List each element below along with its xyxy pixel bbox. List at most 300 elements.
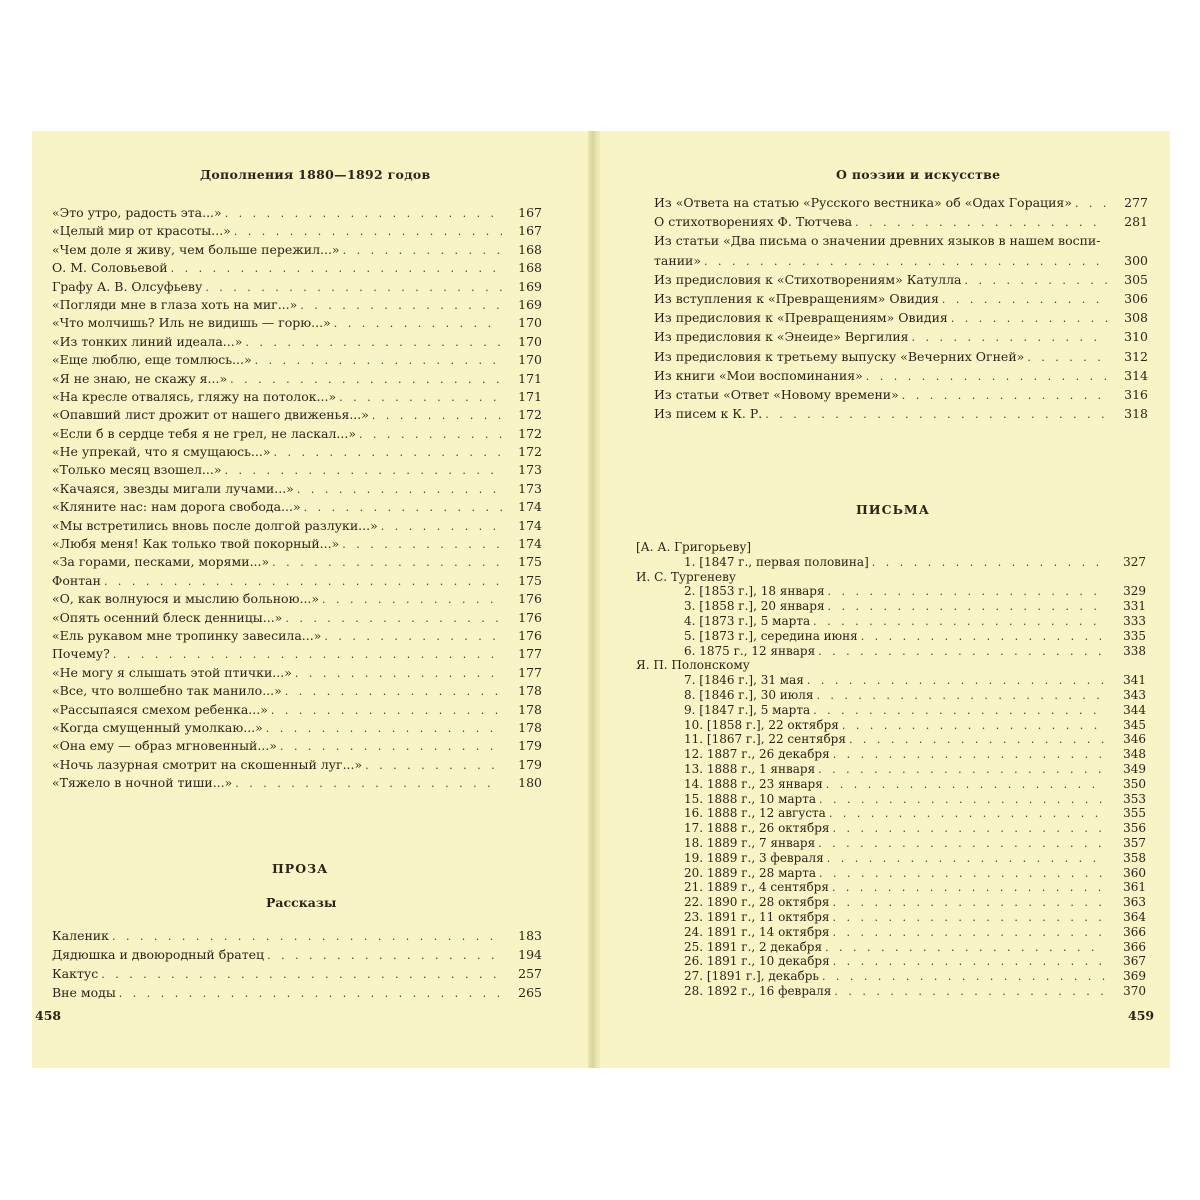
dot-leader bbox=[334, 317, 502, 330]
running-head-left: Дополнения 1880—1892 годов bbox=[200, 167, 431, 182]
entry-title: 18. 1889 г., 7 января bbox=[684, 835, 816, 850]
page-ref: 172 bbox=[518, 407, 542, 423]
entry-title: «Ель рукавом мне тропинку завесила...» bbox=[52, 627, 322, 643]
dot-leader bbox=[861, 630, 1106, 643]
page-ref: 358 bbox=[1123, 850, 1146, 865]
dot-leader bbox=[225, 464, 503, 477]
toc-entry bbox=[52, 352, 542, 370]
toc-entry bbox=[654, 195, 1148, 214]
page-ref: 176 bbox=[518, 627, 542, 643]
page-number-left: 458 bbox=[35, 1008, 62, 1023]
entry-title: Из вступления к «Превращениям» Овидия bbox=[654, 290, 939, 306]
stories-subtitle: Рассказы bbox=[266, 895, 337, 910]
page-ref: 176 bbox=[518, 609, 542, 625]
dot-leader bbox=[1075, 197, 1108, 210]
letter-entry bbox=[636, 599, 1146, 614]
entry-title: Из предисловия к «Стихотворениям» Катулла bbox=[654, 271, 962, 287]
dot-leader bbox=[765, 408, 1108, 421]
dot-leader bbox=[832, 911, 1106, 924]
page-ref: 169 bbox=[518, 278, 542, 294]
entry-title: 10. [1858 г.], 22 октября bbox=[684, 717, 839, 732]
letter-entry bbox=[636, 895, 1146, 910]
entry-title: «Не упрекай, что я смущаюсь...» bbox=[52, 444, 271, 460]
toc-entry bbox=[52, 966, 542, 985]
dot-leader bbox=[833, 748, 1106, 761]
entry-title: 4. [1873 г.], 5 марта bbox=[684, 613, 811, 628]
page-ref: 338 bbox=[1123, 643, 1146, 658]
page-ref: 300 bbox=[1124, 252, 1148, 268]
toc-entry bbox=[52, 389, 542, 407]
dot-leader bbox=[855, 216, 1108, 229]
entry-title: 28. 1892 г., 16 февраля bbox=[684, 983, 832, 998]
page-ref: 172 bbox=[518, 425, 542, 441]
letter-entry bbox=[636, 688, 1146, 703]
entry-title: Графу А. В. Олсуфьеву bbox=[52, 278, 203, 294]
dot-leader bbox=[832, 881, 1106, 894]
letter-entry bbox=[636, 910, 1146, 925]
page-ref: 172 bbox=[518, 444, 542, 460]
book-spread bbox=[32, 131, 1170, 1068]
dot-leader bbox=[225, 207, 502, 220]
page-ref: 344 bbox=[1123, 702, 1146, 717]
page-ref: 170 bbox=[518, 333, 542, 349]
running-head-right: О поэзии и искусстве bbox=[836, 167, 1001, 182]
page-ref: 341 bbox=[1123, 673, 1146, 688]
dot-leader bbox=[912, 331, 1108, 344]
page-ref: 179 bbox=[518, 756, 542, 772]
page-number-right: 459 bbox=[1128, 1008, 1155, 1023]
letter-entry bbox=[636, 866, 1146, 881]
toc-entry bbox=[52, 260, 542, 278]
entry-title: 22. 1890 г., 28 октября bbox=[684, 895, 830, 910]
entry-title: «Чем доле я живу, чем больше пережил...» bbox=[52, 241, 340, 257]
page-ref: 281 bbox=[1124, 214, 1148, 230]
page-ref: 178 bbox=[518, 719, 542, 735]
page-ref: 366 bbox=[1123, 939, 1146, 954]
page-ref: 257 bbox=[518, 966, 542, 981]
toc-entry bbox=[52, 985, 542, 1004]
dot-leader bbox=[833, 955, 1106, 968]
page-ref: 349 bbox=[1123, 761, 1146, 776]
entry-title: «Это утро, радость эта...» bbox=[52, 205, 222, 220]
toc-entry bbox=[52, 665, 542, 683]
entry-title: Вне моды bbox=[52, 985, 116, 1000]
toc-entry bbox=[654, 368, 1148, 387]
entry-title: «О, как волнуюся и мыслию больною...» bbox=[52, 591, 320, 607]
letter-entry bbox=[636, 718, 1146, 733]
dot-leader bbox=[266, 722, 502, 735]
page-ref: 310 bbox=[1124, 329, 1148, 345]
dot-leader bbox=[819, 793, 1106, 806]
toc-entry bbox=[52, 702, 542, 720]
entry-title: «Ночь лазурная смотрит на скошенный луг...» bbox=[52, 756, 363, 772]
page-ref: 168 bbox=[518, 241, 542, 257]
dot-leader bbox=[1027, 351, 1108, 364]
toc-entry bbox=[52, 720, 542, 738]
entry-title: «Она ему — образ мгновенный...» bbox=[52, 738, 277, 754]
dot-leader bbox=[324, 630, 502, 643]
entry-title: 2. [1853 г.], 18 января bbox=[684, 584, 825, 599]
page-ref: 364 bbox=[1123, 909, 1146, 924]
dot-leader bbox=[704, 255, 1108, 268]
entry-title: 27. [1891 г.], декабрь bbox=[684, 969, 819, 984]
letters-contents-list bbox=[636, 540, 1146, 999]
toc-entry bbox=[52, 223, 542, 241]
entry-title: «Еще люблю, еще томлюсь...» bbox=[52, 352, 252, 368]
letter-entry bbox=[636, 732, 1146, 747]
dot-leader bbox=[381, 520, 502, 533]
toc-entry bbox=[52, 775, 542, 793]
stories-contents-list bbox=[52, 928, 542, 1004]
dot-leader bbox=[285, 612, 502, 625]
entry-title: О стихотворениях Ф. Тютчева bbox=[654, 214, 853, 230]
page-ref: 335 bbox=[1123, 628, 1146, 643]
dot-leader bbox=[942, 293, 1108, 306]
toc-entry bbox=[52, 628, 542, 646]
page-ref: 167 bbox=[518, 223, 542, 239]
page-ref: 308 bbox=[1124, 310, 1148, 326]
page-ref: 367 bbox=[1123, 954, 1146, 969]
dot-leader bbox=[828, 600, 1106, 613]
entry-title: Из книги «Мои воспоминания» bbox=[654, 367, 863, 383]
letters-section-title: ПИСЬМА bbox=[856, 502, 930, 517]
letter-entry bbox=[636, 940, 1146, 955]
toc-entry bbox=[52, 462, 542, 480]
dot-leader bbox=[813, 704, 1106, 717]
entry-title: Из предисловия к «Превращениям» Овидия bbox=[654, 310, 948, 326]
page-ref: 171 bbox=[518, 388, 542, 404]
dot-leader bbox=[827, 852, 1106, 865]
toc-entry bbox=[52, 738, 542, 756]
toc-entry bbox=[52, 518, 542, 536]
dot-leader bbox=[902, 389, 1108, 402]
toc-entry bbox=[52, 426, 542, 444]
letter-entry bbox=[636, 584, 1146, 599]
page-ref: 174 bbox=[518, 499, 542, 515]
page-ref: 170 bbox=[518, 352, 542, 368]
toc-entry bbox=[654, 291, 1148, 310]
entry-title: Фонтан bbox=[52, 572, 101, 588]
letter-entry bbox=[636, 629, 1146, 644]
dot-leader bbox=[267, 949, 502, 962]
dot-leader bbox=[372, 409, 502, 422]
toc-entry bbox=[654, 253, 1148, 272]
entry-title: «Погляди мне в глаза хоть на миг...» bbox=[52, 296, 298, 312]
toc-entry bbox=[654, 310, 1148, 329]
entry-title: 24. 1891 г., 14 октября bbox=[684, 924, 830, 939]
entry-title: «Опавший лист дрожит от нашего движенья...» bbox=[52, 407, 369, 423]
page-ref: 175 bbox=[518, 554, 542, 570]
dot-leader bbox=[274, 446, 503, 459]
page-ref: 314 bbox=[1124, 367, 1148, 383]
letter-entry bbox=[636, 806, 1146, 821]
entry-title: «Я не знаю, не скажу я...» bbox=[52, 370, 228, 386]
dot-leader bbox=[832, 926, 1106, 939]
letter-entry bbox=[636, 703, 1146, 718]
page-ref: 168 bbox=[518, 260, 542, 276]
entry-title: 21. 1889 г., 4 сентября bbox=[684, 880, 829, 895]
entry-title: 23. 1891 г., 11 октября bbox=[684, 909, 830, 924]
entry-title: «Целый мир от красоты...» bbox=[52, 223, 231, 239]
page-ref: 312 bbox=[1124, 348, 1148, 364]
dot-leader bbox=[205, 281, 502, 294]
letter-entry bbox=[636, 792, 1146, 807]
dot-leader bbox=[872, 556, 1106, 569]
dot-leader bbox=[818, 837, 1106, 850]
dot-leader bbox=[271, 704, 502, 717]
letter-entry bbox=[636, 673, 1146, 688]
page-ref: 350 bbox=[1123, 776, 1146, 791]
entry-title: 7. [1846 г.], 31 мая bbox=[684, 673, 804, 688]
page-ref: 361 bbox=[1123, 880, 1146, 895]
dot-leader bbox=[104, 575, 502, 588]
dot-leader bbox=[359, 428, 502, 441]
dot-leader bbox=[113, 648, 502, 661]
page-ref: 306 bbox=[1124, 290, 1148, 306]
right-page bbox=[600, 131, 1170, 1068]
toc-entry bbox=[52, 683, 542, 701]
entry-title: 1. [1847 г., первая половина] bbox=[684, 554, 869, 569]
page-ref: 357 bbox=[1123, 835, 1146, 850]
recipient-name: [А. А. Григорьеву] bbox=[636, 540, 752, 554]
page-ref: 169 bbox=[518, 296, 542, 312]
dot-leader bbox=[826, 778, 1106, 791]
dot-leader bbox=[842, 719, 1106, 732]
page-ref: 174 bbox=[518, 517, 542, 533]
toc-entry bbox=[654, 272, 1148, 291]
page-ref: 331 bbox=[1123, 599, 1146, 614]
page-ref: 370 bbox=[1123, 983, 1146, 998]
dot-leader bbox=[813, 615, 1106, 628]
letter-entry bbox=[636, 969, 1146, 984]
toc-entry bbox=[654, 329, 1148, 348]
page-ref: 177 bbox=[518, 646, 542, 662]
dot-leader bbox=[816, 689, 1106, 702]
poems-contents-list bbox=[52, 205, 542, 794]
page-ref: 355 bbox=[1123, 806, 1146, 821]
dot-leader bbox=[365, 759, 502, 772]
dot-leader bbox=[119, 987, 502, 1000]
page-ref: 345 bbox=[1123, 717, 1146, 732]
book-gutter bbox=[588, 131, 600, 1068]
entry-title: «Только месяц взошел...» bbox=[52, 462, 222, 478]
toc-entry bbox=[654, 233, 1148, 252]
toc-entry bbox=[654, 387, 1148, 406]
entry-title: Из статьи «Ответ «Новому времени» bbox=[654, 386, 899, 402]
toc-entry bbox=[654, 349, 1148, 368]
toc-entry bbox=[52, 646, 542, 664]
letter-entry bbox=[636, 851, 1146, 866]
entry-title: «Рассыпаяся смехом ребенка...» bbox=[52, 701, 268, 717]
letter-entry bbox=[636, 925, 1146, 940]
dot-leader bbox=[825, 941, 1106, 954]
dot-leader bbox=[272, 556, 502, 569]
dot-leader bbox=[828, 585, 1106, 598]
dot-leader bbox=[343, 244, 502, 257]
dot-leader bbox=[112, 930, 502, 943]
entry-title: Каленик bbox=[52, 928, 109, 943]
dot-leader bbox=[832, 822, 1106, 835]
dot-leader bbox=[342, 538, 502, 551]
entry-title: 19. 1889 г., 3 февраля bbox=[684, 850, 824, 865]
dot-leader bbox=[300, 299, 502, 312]
entry-title: 20. 1889 г., 28 марта bbox=[684, 865, 817, 880]
page-ref: 173 bbox=[518, 462, 542, 478]
dot-leader bbox=[322, 593, 502, 606]
entry-title: «Опять осенний блеск денницы...» bbox=[52, 609, 283, 625]
page-ref: 174 bbox=[518, 536, 542, 552]
toc-entry bbox=[52, 610, 542, 628]
dot-leader bbox=[101, 968, 502, 981]
page-ref: 277 bbox=[1124, 195, 1148, 210]
page-ref: 175 bbox=[518, 572, 542, 588]
toc-entry bbox=[52, 334, 542, 352]
left-page bbox=[32, 131, 590, 1068]
entry-title: 16. 1888 г., 12 августа bbox=[684, 806, 826, 821]
entry-title: 6. 1875 г., 12 января bbox=[684, 643, 816, 658]
letter-entry bbox=[636, 984, 1146, 999]
entry-title: тании» bbox=[654, 252, 702, 268]
toc-entry bbox=[52, 591, 542, 609]
dot-leader bbox=[818, 763, 1106, 776]
prose-section-title: ПРОЗА bbox=[272, 861, 329, 876]
entry-title: «Все, что волшебно так манило...» bbox=[52, 683, 282, 699]
dot-leader bbox=[295, 667, 502, 680]
letter-entry bbox=[636, 762, 1146, 777]
entry-title: Почему? bbox=[52, 646, 110, 662]
dot-leader bbox=[964, 274, 1108, 287]
toc-entry bbox=[52, 279, 542, 297]
letter-recipient bbox=[636, 570, 1146, 585]
page-ref: 343 bbox=[1123, 687, 1146, 702]
letter-entry bbox=[636, 747, 1146, 762]
page-ref: 329 bbox=[1123, 584, 1146, 599]
page-ref: 353 bbox=[1123, 791, 1146, 806]
page-ref: 363 bbox=[1123, 895, 1146, 910]
toc-entry bbox=[52, 407, 542, 425]
page-ref: 369 bbox=[1123, 969, 1146, 984]
recipient-name: И. С. Тургеневу bbox=[636, 569, 736, 584]
toc-entry bbox=[52, 315, 542, 333]
letter-recipient bbox=[636, 540, 1146, 555]
dot-leader bbox=[255, 354, 502, 367]
page-ref: 366 bbox=[1123, 924, 1146, 939]
page-ref: 348 bbox=[1123, 747, 1146, 762]
entry-title: «Не могу я слышать этой птички...» bbox=[52, 664, 292, 680]
dot-leader bbox=[235, 777, 502, 790]
entry-title: 25. 1891 г., 2 декабря bbox=[684, 939, 823, 954]
letter-entry bbox=[636, 777, 1146, 792]
dot-leader bbox=[951, 312, 1108, 325]
recipient-name: Я. П. Полонскому bbox=[636, 658, 750, 673]
entry-title: Дядюшка и двоюродный братец bbox=[52, 947, 265, 962]
essays-contents-list bbox=[654, 195, 1148, 425]
entry-title: Из писем к К. Р. bbox=[654, 406, 763, 422]
toc-entry bbox=[52, 536, 542, 554]
toc-entry bbox=[52, 499, 542, 517]
dot-leader bbox=[819, 867, 1106, 880]
entry-title: Из предисловия к третьему выпуску «Вечерних Огней» bbox=[654, 348, 1025, 364]
entry-title: Из предисловия к «Энеиде» Вергилия bbox=[654, 329, 909, 345]
entry-title: 5. [1873 г.], середина июня bbox=[684, 628, 858, 643]
entry-title: Из «Ответа на статью «Русского вестника» об «Одах Горация» bbox=[654, 195, 1072, 210]
dot-leader bbox=[822, 970, 1106, 983]
dot-leader bbox=[807, 674, 1106, 687]
dot-leader bbox=[849, 733, 1106, 746]
page-ref: 356 bbox=[1123, 821, 1146, 836]
entry-title: 11. [1867 г.], 22 сентября bbox=[684, 732, 846, 747]
dot-leader bbox=[339, 391, 502, 404]
toc-entry bbox=[52, 371, 542, 389]
dot-leader bbox=[245, 336, 502, 349]
dot-leader bbox=[304, 501, 502, 514]
page-ref: 265 bbox=[518, 985, 542, 1000]
letter-entry bbox=[636, 880, 1146, 895]
entry-title: 13. 1888 г., 1 января bbox=[684, 761, 816, 776]
page-ref: 183 bbox=[518, 928, 542, 943]
entry-title: 9. [1847 г.], 5 марта bbox=[684, 702, 811, 717]
page-ref: 173 bbox=[518, 480, 542, 496]
dot-leader bbox=[832, 896, 1106, 909]
toc-entry bbox=[52, 554, 542, 572]
entry-title: 26. 1891 г., 10 декабря bbox=[684, 954, 830, 969]
toc-entry bbox=[52, 947, 542, 966]
page-ref: 346 bbox=[1123, 732, 1146, 747]
toc-entry bbox=[52, 757, 542, 775]
entry-title: «Когда смущенный умолкаю...» bbox=[52, 719, 263, 735]
entry-title: 15. 1888 г., 10 марта bbox=[684, 791, 817, 806]
toc-entry bbox=[654, 214, 1148, 233]
entry-title: «Из тонких линий идеала...» bbox=[52, 333, 243, 349]
dot-leader bbox=[234, 225, 502, 238]
page-ref: 171 bbox=[518, 370, 542, 386]
toc-entry bbox=[654, 406, 1148, 425]
toc-entry bbox=[52, 297, 542, 315]
page-ref: 316 bbox=[1124, 386, 1148, 402]
entry-title: «Что молчишь? Иль не видишь — горю...» bbox=[52, 315, 331, 331]
dot-leader bbox=[285, 685, 502, 698]
toc-entry bbox=[52, 205, 542, 223]
entry-title: 14. 1888 г., 23 января bbox=[684, 776, 823, 791]
toc-entry bbox=[52, 444, 542, 462]
letter-entry bbox=[636, 954, 1146, 969]
entry-title: Кактус bbox=[52, 966, 99, 981]
letter-entry bbox=[636, 821, 1146, 836]
page-ref: 170 bbox=[518, 315, 542, 331]
toc-entry bbox=[52, 242, 542, 260]
dot-leader bbox=[818, 645, 1106, 658]
page-ref: 327 bbox=[1123, 554, 1146, 569]
entry-title: 8. [1846 г.], 30 июля bbox=[684, 687, 814, 702]
letter-entry bbox=[636, 836, 1146, 851]
dot-leader bbox=[171, 262, 502, 275]
page-ref: 333 bbox=[1123, 613, 1146, 628]
entry-title: «Качаяся, звезды мигали лучами...» bbox=[52, 480, 294, 496]
entry-title: «На кресле отвалясь, гляжу на потолок...» bbox=[52, 388, 337, 404]
page-ref: 305 bbox=[1124, 271, 1148, 287]
entry-title: 3. [1858 г.], 20 января bbox=[684, 599, 825, 614]
entry-title: «За горами, песками, морями...» bbox=[52, 554, 270, 570]
page-ref: 167 bbox=[518, 205, 542, 220]
letter-recipient bbox=[636, 658, 1146, 673]
dot-leader bbox=[829, 807, 1106, 820]
page-ref: 177 bbox=[518, 664, 542, 680]
entry-title: «Любя меня! Как только твой покорный...» bbox=[52, 536, 340, 552]
letter-entry bbox=[636, 644, 1146, 659]
dot-leader bbox=[297, 483, 502, 496]
toc-entry bbox=[52, 481, 542, 499]
letter-entry bbox=[636, 555, 1146, 570]
